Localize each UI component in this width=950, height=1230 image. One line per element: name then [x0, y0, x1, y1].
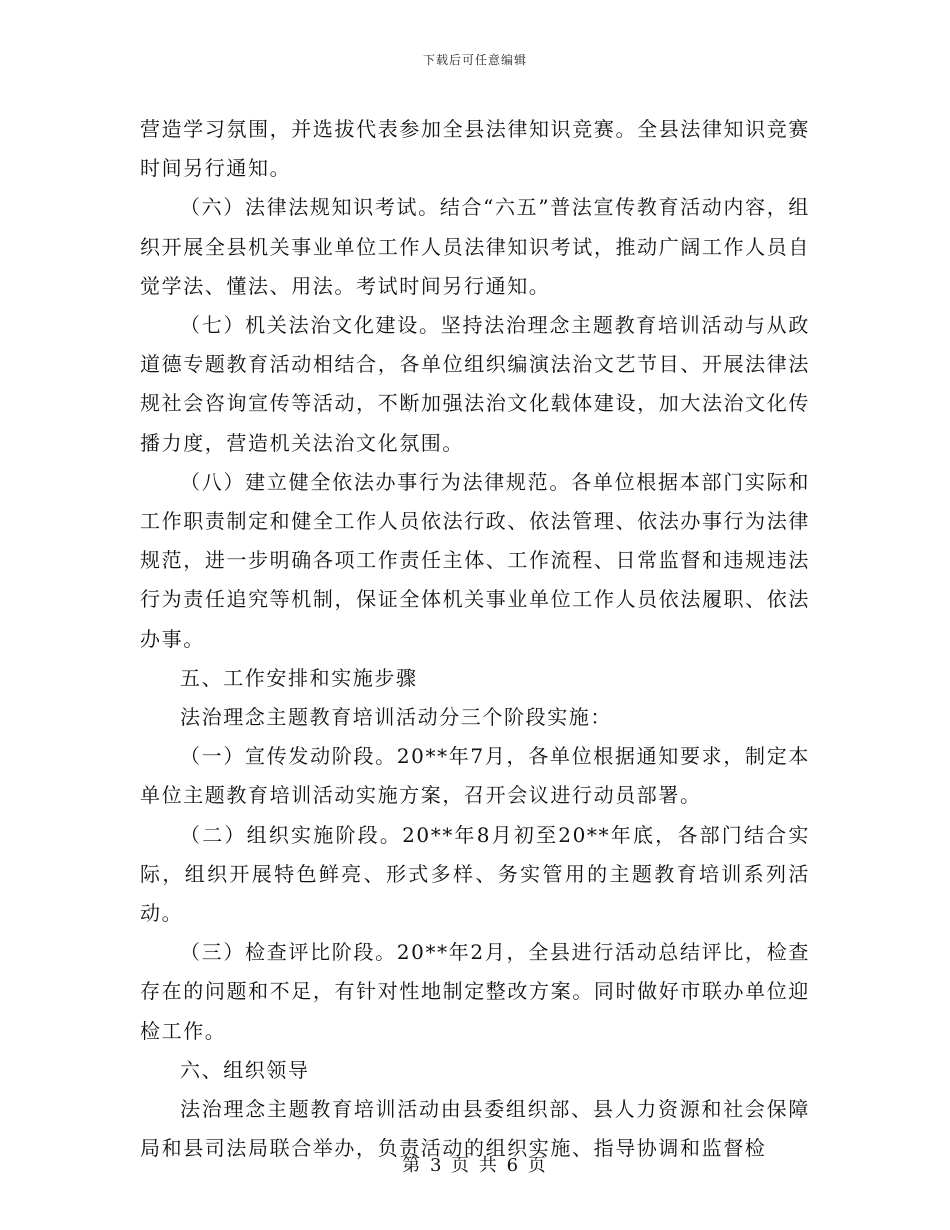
- section-heading-5-schedule: 五、工作安排和实施步骤: [180, 665, 418, 690]
- document-body: [140, 110, 810, 1168]
- page-number: 第 3 页 共 6 页: [402, 1155, 548, 1176]
- paragraph-item-8-legal-norms: （八）建立健全依法办事行为法律规范。各单位根据本部门实际和工作职责制定和健全工作人员依法行政、依法管理、依法办事行为法律规范，进一步明确各项工作责任主体、工作流程、日常监督和违规违法行为责任追究等机制，保证全体机关事业单位工作人员依法履职、依法办事。: [140, 469, 810, 651]
- paragraph-phase-2: （二）组织实施阶段。20**年8月初至20**年底，各部门结合实际，组织开展特色鲜亮、形式多样、务实管用的主题教育培训系列活动。: [140, 822, 810, 926]
- paragraph-item-7-legal-culture: （七）机关法治文化建设。坚持法治理念主题教育培训活动与从政道德专题教育活动相结合，各单位组织编演法治文艺节目、开展法律法规社会咨询宣传等活动，不断加强法治文化载体建设，加大法治文化传播力度，营造机关法治文化氛围。: [140, 313, 810, 455]
- paragraph-phases-intro: 法治理念主题教育培训活动分三个阶段实施：: [180, 705, 612, 730]
- section-heading-6-leadership: 六、组织领导: [180, 1057, 310, 1082]
- paragraph-phase-3: （三）检查评比阶段。20**年2月，全县进行活动总结评比，检查存在的问题和不足，有针对性地制定整改方案。同时做好市联办单位迎检工作。: [140, 940, 810, 1043]
- paragraph-leadership: 法治理念主题教育培训活动由县委组织部、县人力资源和社会保障局和县司法局联合举办，负责活动的组织实施、指导协调和监督检: [140, 1097, 810, 1161]
- paragraph-intro-continuation: 营造学习氛围，并选拔代表参加全县法律知识竞赛。全县法律知识竞赛时间另行通知。: [140, 117, 810, 181]
- page-header-note: 下载后可任意编辑: [422, 53, 527, 67]
- paragraph-phase-1: （一）宣传发动阶段。20**年7月，各单位根据通知要求，制定本单位主题教育培训活动实施方案，召开会议进行动员部署。: [140, 744, 810, 808]
- paragraph-item-6-law-exam: （六）法律法规知识考试。结合“六五”普法宣传教育活动内容，组织开展全县机关事业单位工作人员法律知识考试，推动广阔工作人员自觉学法、懂法、用法。考试时间另行通知。: [140, 195, 810, 298]
